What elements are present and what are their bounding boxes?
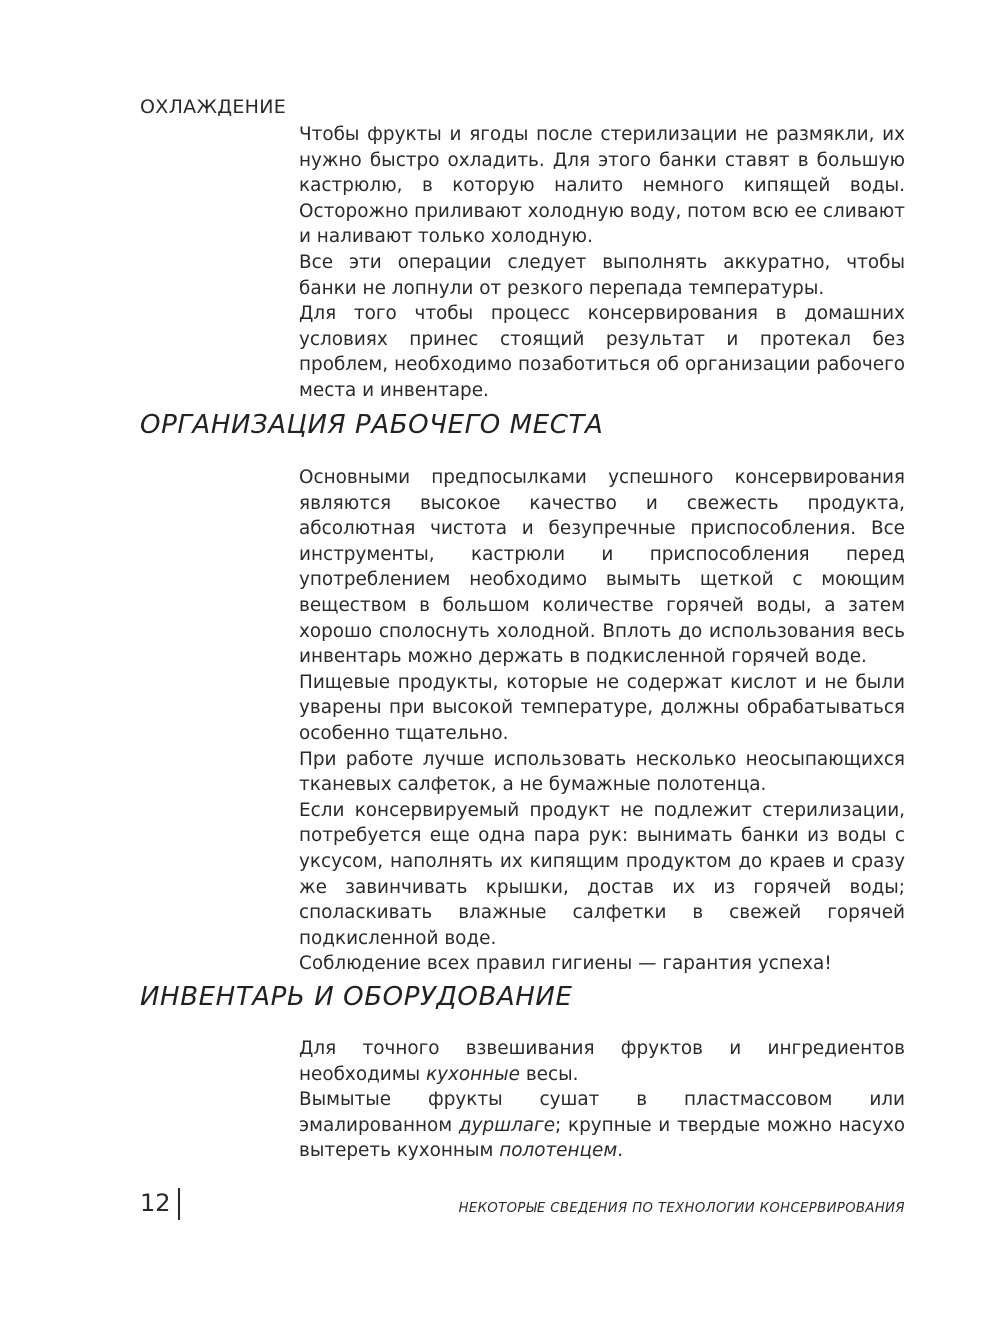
- text-run: Для точного взвешивания фруктов и ингредиентов необходимы: [299, 1038, 905, 1085]
- emphasis: кухонные: [425, 1063, 520, 1085]
- workplace-text: [299, 465, 905, 977]
- paragraph: При работе лучше использовать несколько неосыпающихся тканевых салфеток, а не бумажные полотенца.: [299, 748, 905, 796]
- running-title: НЕКОТОРЫЕ СВЕДЕНИЯ ПО ТЕХНОЛОГИИ КОНСЕРВИРОВАНИЯ: [458, 1201, 905, 1216]
- footer-divider: [178, 1188, 180, 1220]
- heading-equipment: ИНВЕНТАРЬ И ОБОРУДОВАНИЕ: [140, 982, 573, 1012]
- paragraph: Все эти операции следует выполнять аккуратно, чтобы банки не лопнули от резкого перепада температуры.: [299, 251, 905, 299]
- paragraph: Соблюдение всех правил гигиены — гарантия успеха!: [299, 953, 832, 975]
- paragraph: Чтобы фрукты и ягоды после стерилизации не размякли, их нужно быстро охладить. Для этого банки ставят в большую кастрюлю, в которую налито немного кипящей воды. Осторожно приливают холодную воду, потом всю ее сливают и наливают только холодную.: [299, 124, 905, 248]
- text-run: ; крупные и твердые можно насухо вытереть кухонным: [299, 1114, 905, 1162]
- paragraph: Для того чтобы процесс консервирования в домашних условиях принес стоящий результат и протекал без проблем, необходимо позаботиться об организации рабочего места и инвентаре.: [299, 303, 905, 401]
- text-run: .: [617, 1140, 624, 1162]
- paragraph: Пищевые продукты, которые не содержат кислот и не были уварены при высокой температуре, должны обрабатываться особенно тщательно.: [299, 671, 905, 744]
- emphasis: полотенцем: [499, 1140, 618, 1162]
- text-run: весы.: [520, 1063, 579, 1085]
- emphasis: дуршлаге: [458, 1114, 556, 1136]
- page-number: 12: [140, 1189, 171, 1217]
- cooling-text: [299, 122, 905, 404]
- subheading-cooling: ОХЛАЖДЕНИЕ: [140, 96, 287, 118]
- paragraph: Основными предпосылками успешного консервирования являются высокое качество и свежесть продукта, абсолютная чистота и безупречные приспособления. Все инструменты, кастрюли и приспособления перед употреблением необходимо вымыть щеткой с моющим веществом в большом количестве горячей воды, а затем хорошо сполоснуть холодной. Вплоть до использования весь инвентарь можно держать в подкисленной горячей воде.: [299, 467, 905, 668]
- text-run: Вымытые фрукты сушат в пластмассовом или эмалированном: [299, 1089, 905, 1136]
- paragraph: [299, 1087, 905, 1164]
- heading-workplace: ОРГАНИЗАЦИЯ РАБОЧЕГО МЕСТА: [140, 410, 604, 440]
- paragraph: Если консервируемый продукт не подлежит стерилизации, потребуется еще одна пара рук: вынимать банки из воды с уксусом, наполнять их кипящим продуктом до краев и сразу же завинчивать крышки, достав их из горячей воды; споласкивать влажные салфетки в свежей горячей подкисленной воде.: [299, 799, 905, 949]
- equipment-text: [299, 1036, 905, 1164]
- paragraph: [299, 1036, 905, 1087]
